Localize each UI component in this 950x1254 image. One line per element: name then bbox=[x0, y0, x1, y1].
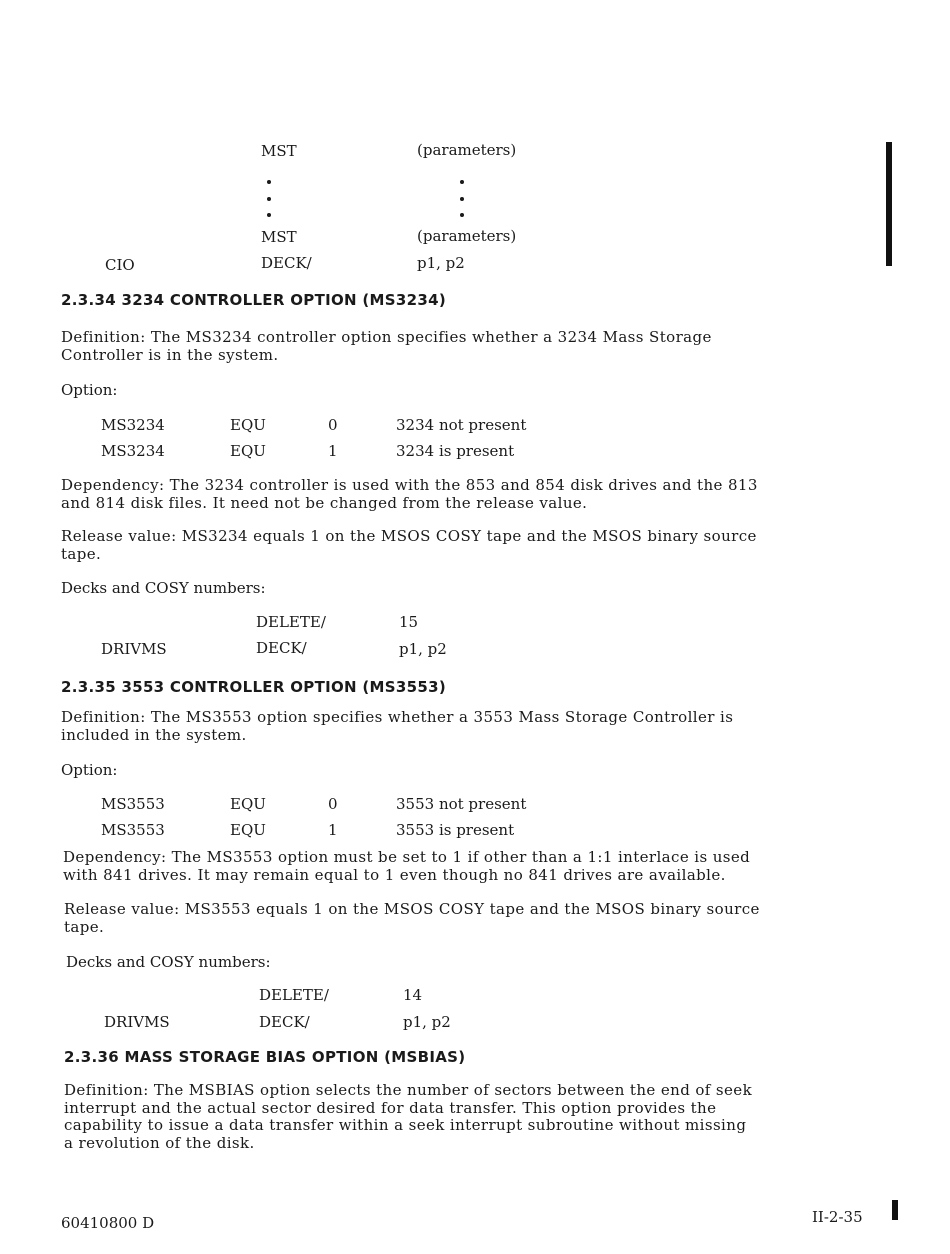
option-op: EQU bbox=[230, 442, 266, 460]
mst-1: MST bbox=[261, 142, 297, 160]
release-3553: Release value: MS3553 equals 1 on the MSOS COSY tape and the MSOS binary source tape. bbox=[64, 900, 760, 936]
option-op: EQU bbox=[230, 821, 266, 839]
change-bar-footer bbox=[892, 1200, 898, 1220]
option-value: 0 bbox=[328, 416, 338, 434]
definition-3553: Definition: The MS3553 option specifies whether a 3553 Mass Storage Controller is included in the system. bbox=[61, 708, 734, 744]
deck-name: DRIVMS bbox=[104, 1013, 170, 1031]
decks-label-3553: Decks and COSY numbers: bbox=[66, 953, 271, 971]
deck-label: DECK/ bbox=[259, 1013, 310, 1031]
deck-label: DECK/ bbox=[256, 639, 307, 657]
delete-label: DELETE/ bbox=[256, 613, 326, 631]
definition-msbias: Definition: The MSBIAS option selects the number of sectors between the end of seek interrupt and the actual sector desired for data transfer. This option provides the capability to issue a data transfer within a seek interrupt subroutine without missing a revolution of the disk. bbox=[64, 1081, 753, 1152]
dependency-3234: Dependency: The 3234 controller is used with the 853 and 854 disk drives and the 813 and 814 disk files. It need not be changed from the release value. bbox=[61, 476, 758, 512]
delete-label: DELETE/ bbox=[259, 986, 329, 1004]
option-desc: 3234 not present bbox=[396, 416, 527, 434]
option-desc: 3553 is present bbox=[396, 821, 515, 839]
option-op: EQU bbox=[230, 416, 266, 434]
option-name: MS3553 bbox=[101, 821, 165, 839]
decks-label-3234: Decks and COSY numbers: bbox=[61, 579, 266, 597]
option-name: MS3234 bbox=[101, 416, 165, 434]
definition-3234: Definition: The MS3234 controller option specifies whether a 3234 Mass Storage Controller is in the system. bbox=[61, 328, 712, 364]
option-value: 0 bbox=[328, 795, 338, 813]
deck-top: DECK/ bbox=[261, 254, 312, 272]
change-bar-top bbox=[886, 142, 892, 266]
heading-msbias: 2.3.36 MASS STORAGE BIAS OPTION (MSBIAS) bbox=[64, 1048, 466, 1066]
deck-params: p1, p2 bbox=[399, 640, 447, 658]
deck-params: p1, p2 bbox=[403, 1013, 451, 1031]
dependency-3553: Dependency: The MS3553 option must be set to 1 if other than a 1:1 interlace is used with 841 drives. It may remain equal to 1 even though no 841 drives are available. bbox=[63, 848, 751, 884]
option-op: EQU bbox=[230, 795, 266, 813]
option-value: 1 bbox=[328, 442, 338, 460]
params-top: p1, p2 bbox=[417, 254, 465, 272]
release-3234: Release value: MS3234 equals 1 on the MSOS COSY tape and the MSOS binary source tape. bbox=[61, 527, 757, 563]
delete-number: 14 bbox=[403, 986, 423, 1004]
option-value: 1 bbox=[328, 821, 338, 839]
option-label-3553: Option: bbox=[61, 761, 118, 779]
mst-2: MST bbox=[261, 228, 297, 246]
option-name: MS3234 bbox=[101, 442, 165, 460]
option-desc: 3553 not present bbox=[396, 795, 527, 813]
option-name: MS3553 bbox=[101, 795, 165, 813]
delete-number: 15 bbox=[399, 613, 419, 631]
parameters-1: (parameters) bbox=[417, 141, 517, 159]
option-desc: 3234 is present bbox=[396, 442, 515, 460]
deck-name: DRIVMS bbox=[101, 640, 167, 658]
cio-label: CIO bbox=[105, 256, 135, 274]
option-label-3234: Option: bbox=[61, 381, 118, 399]
parameters-2: (parameters) bbox=[417, 227, 517, 245]
document-number: 60410800 D bbox=[61, 1214, 155, 1232]
heading-3234: 2.3.34 3234 CONTROLLER OPTION (MS3234) bbox=[61, 291, 446, 309]
page-number: II-2-35 bbox=[812, 1208, 863, 1226]
heading-3553: 2.3.35 3553 CONTROLLER OPTION (MS3553) bbox=[61, 678, 446, 696]
